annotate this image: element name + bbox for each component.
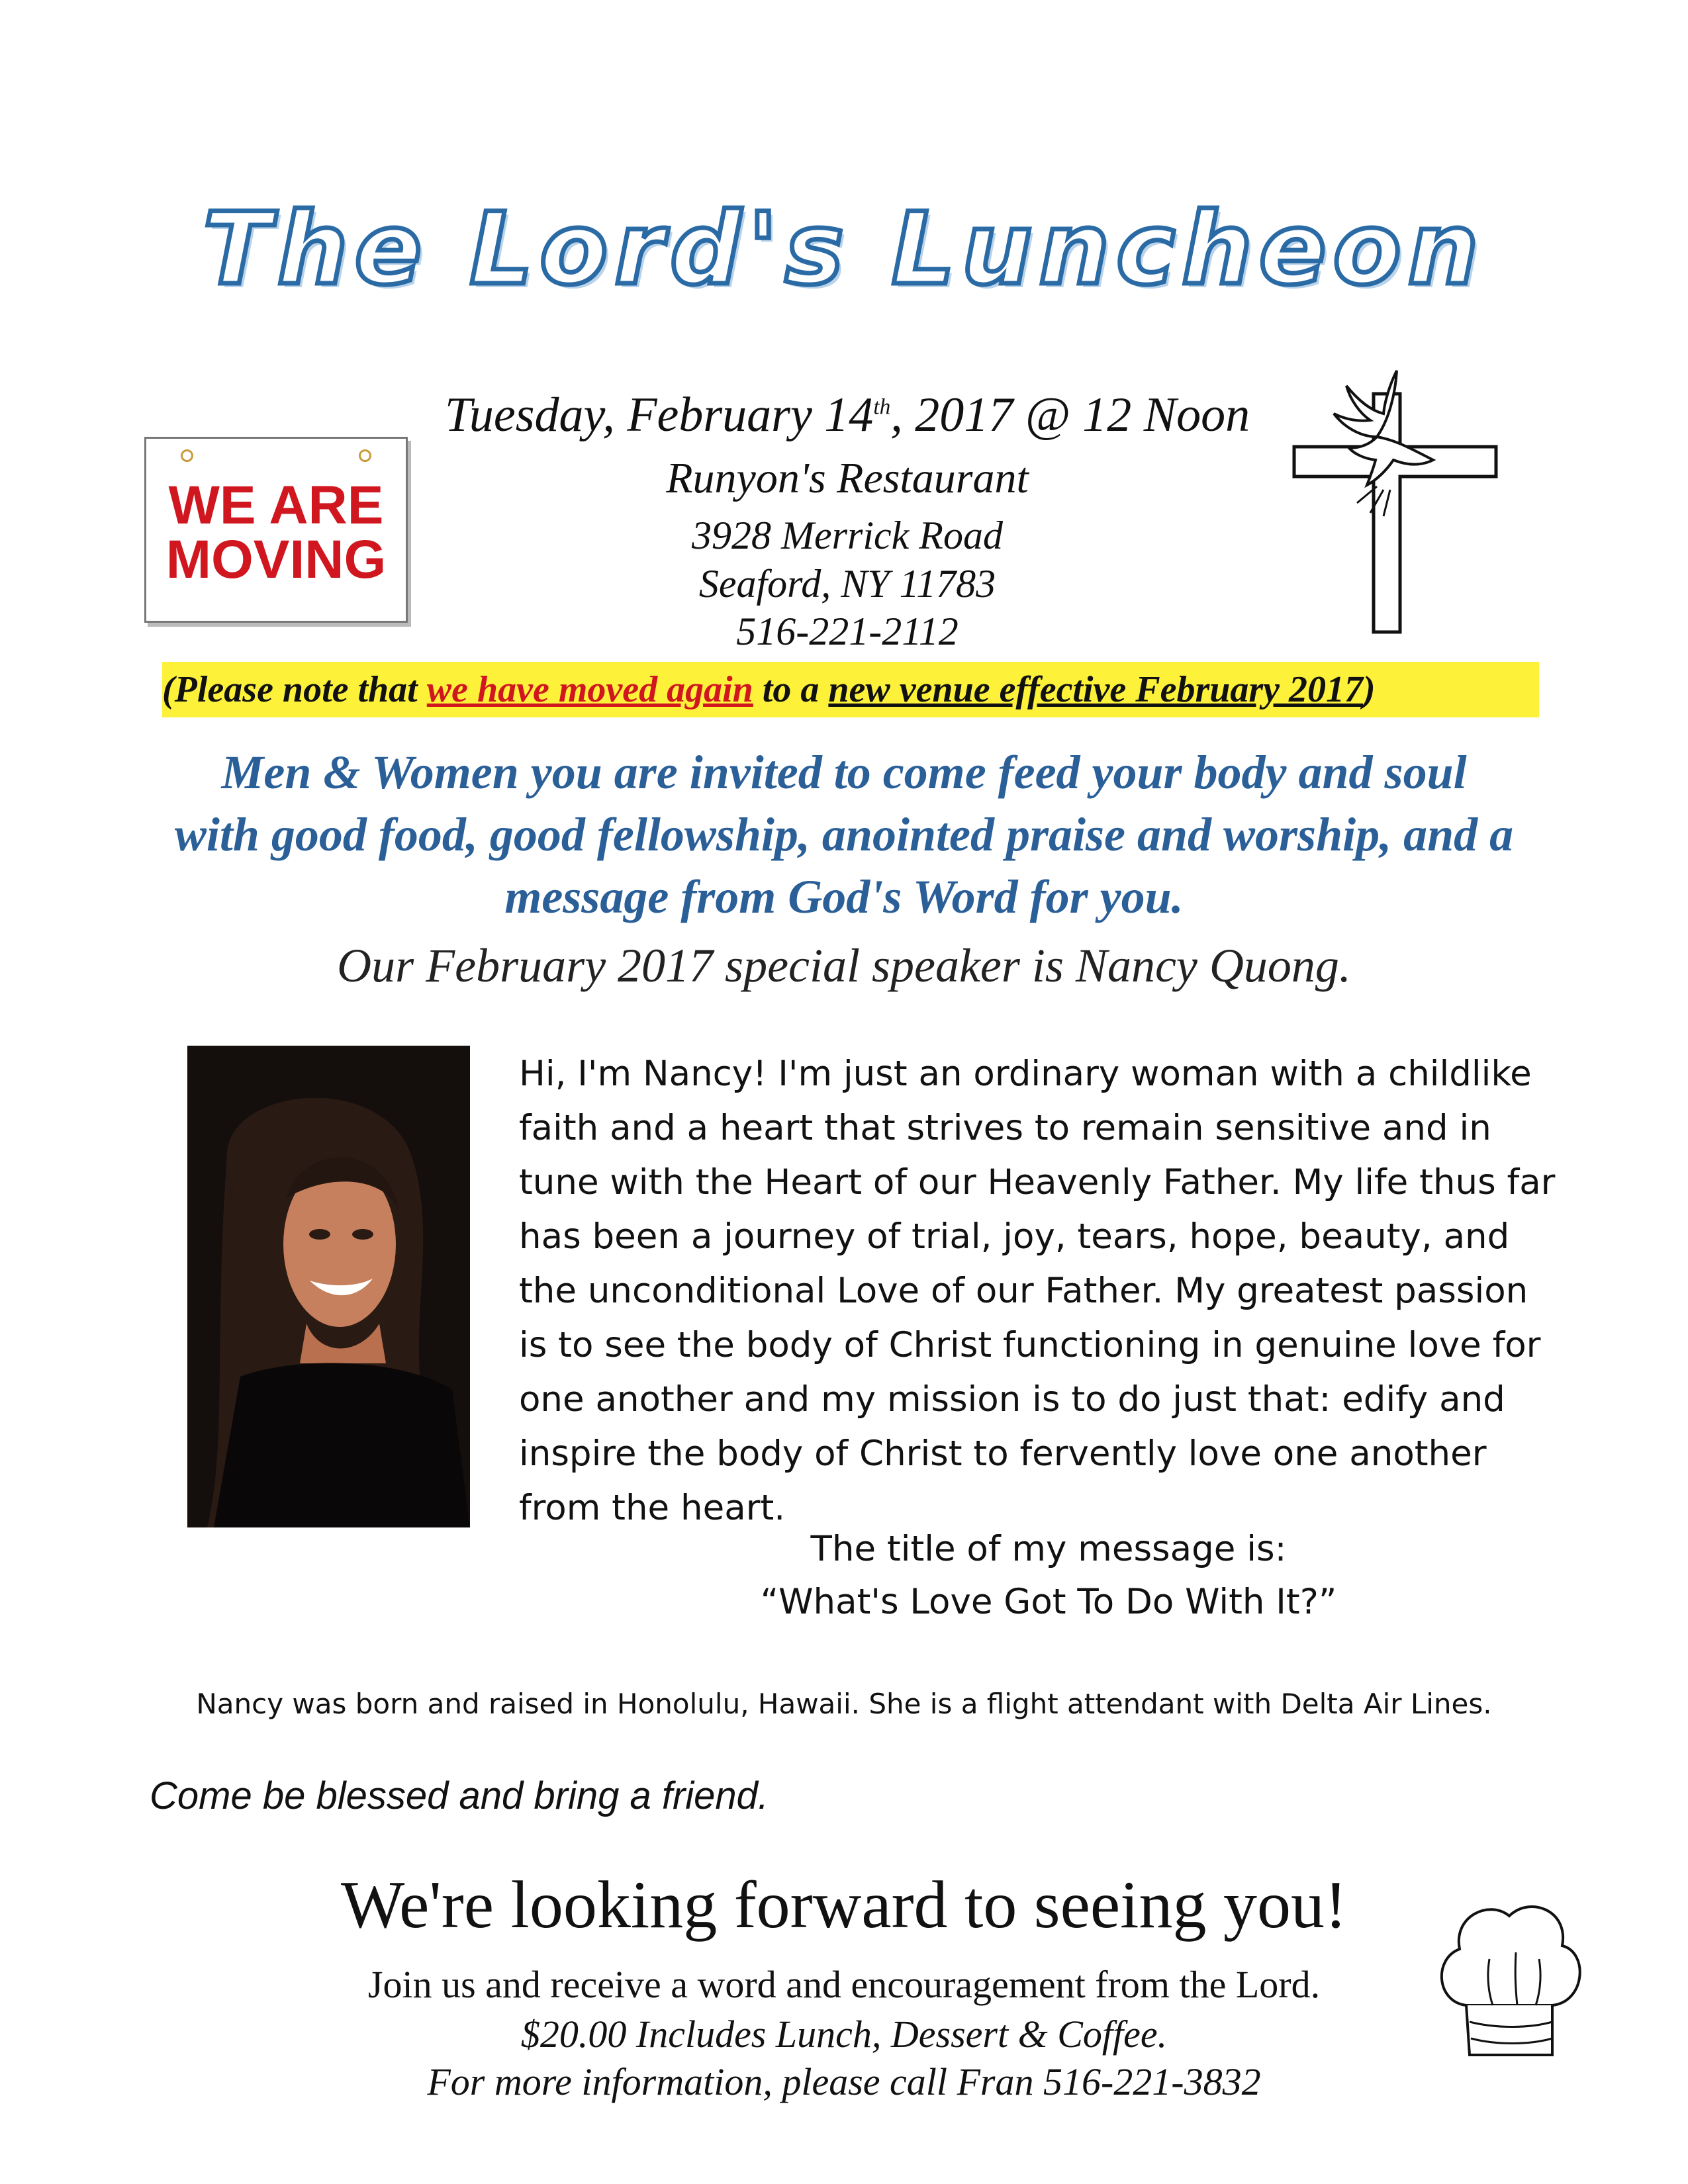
- contact-info: For more information, please call Fran 516-221-3832: [427, 2060, 1261, 2103]
- sign-line-2: MOVING: [165, 529, 387, 590]
- sign-nail-left: [181, 449, 193, 462]
- page-title: The Lord's Luncheon: [203, 192, 1485, 307]
- join-us-text: Join us and receive a word and encouragement from the Lord.: [367, 1963, 1321, 2006]
- sign-line-1: WE ARE: [168, 475, 384, 535]
- invitation-line-1: Men & Women you are invited to come feed your body and soul: [221, 746, 1467, 799]
- speaker-background: Nancy was born and raised in Honolulu, Hawaii. She is a flight attendant with Delta Air Lines.: [196, 1688, 1492, 1720]
- venue-change-note: (Please note that we have moved again to a new venue effective February 2017): [162, 662, 1539, 717]
- bio-line: tune with the Heart of our Heavenly Father. My life thus far: [519, 1162, 1556, 1203]
- bio-line: faith and a heart that strives to remain sensitive and in: [519, 1108, 1491, 1148]
- invitation-line-2: with good food, good fellowship, anointed praise and worship, and a: [174, 808, 1514, 861]
- bio-line: Hi, I'm Nancy! I'm just an ordinary woman with a childlike: [519, 1054, 1532, 1094]
- bio-line: has been a journey of trial, joy, tears, hope, beauty, and: [519, 1216, 1510, 1257]
- event-venue: Runyon's Restaurant: [666, 454, 1029, 502]
- bio-line: from the heart.: [519, 1488, 786, 1528]
- bio-line: is to see the body of Christ functioning in genuine love for: [519, 1325, 1541, 1365]
- event-date: Tuesday, February 14th, 2017 @ 12 Noon: [444, 388, 1250, 442]
- invitation-line-3: message from God's Word for you.: [504, 870, 1184, 923]
- come-be-blessed: Come be blessed and bring a friend.: [150, 1774, 769, 1817]
- event-city: Seaford, NY 11783: [698, 562, 996, 606]
- bio-line: one another and my mission is to do just that: edify and: [519, 1379, 1505, 1420]
- we-are-moving-sign: [144, 437, 408, 623]
- event-street: 3928 Merrick Road: [692, 514, 1003, 557]
- message-intro: The title of my message is:: [810, 1529, 1287, 1569]
- bio-line: inspire the body of Christ to fervently love one another: [519, 1433, 1487, 1474]
- invitation-text: [66, 741, 1622, 928]
- event-phone: 516-221-2112: [736, 610, 959, 653]
- cross-with-dove-icon: [1278, 354, 1503, 639]
- looking-forward-heading: We're looking forward to seeing you!: [341, 1868, 1347, 1942]
- speaker-photo: [187, 1046, 470, 1527]
- message-title: “What's Love Got To Do With It?”: [760, 1582, 1337, 1622]
- chef-hat-icon: [1430, 1886, 1589, 2065]
- price-text: $20.00 Includes Lunch, Dessert & Coffee.: [520, 2013, 1168, 2056]
- bio-line: the unconditional Love of our Father. My greatest passion: [519, 1271, 1528, 1311]
- speaker-bio: [519, 1047, 1605, 1535]
- speaker-announcement: Our February 2017 special speaker is Nancy Quong.: [337, 939, 1351, 992]
- sign-nail-right: [359, 449, 371, 462]
